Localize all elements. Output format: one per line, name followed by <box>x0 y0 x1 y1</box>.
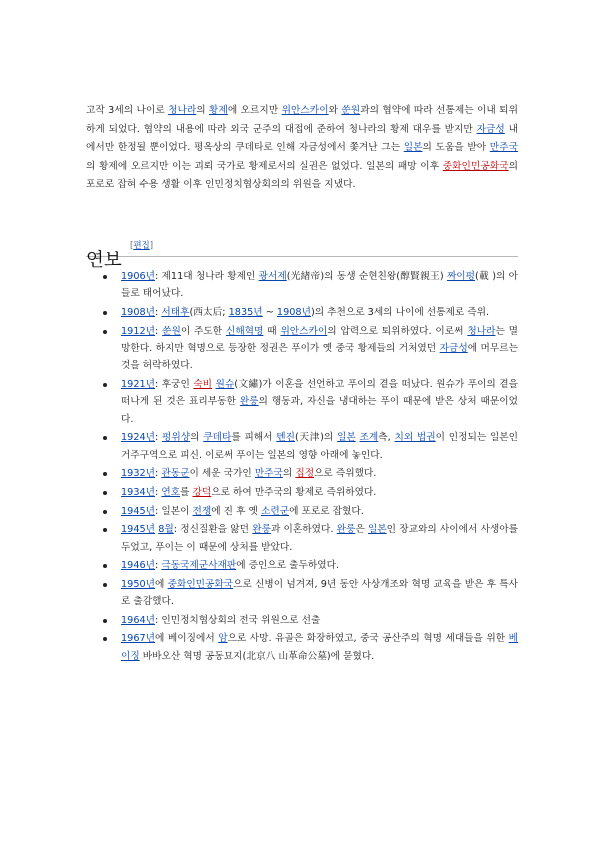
wiki-link[interactable]: 자금성 <box>439 343 468 354</box>
wiki-link[interactable]: 1912년 <box>121 325 156 337</box>
wiki-link[interactable]: 쿠데타 <box>203 432 232 444</box>
chronology-item <box>101 323 518 375</box>
wiki-link[interactable]: 전쟁 <box>192 505 212 517</box>
text-run: ~ <box>262 307 277 318</box>
text-run: : <box>155 432 163 444</box>
text-run: 의 황제에 오르지만 이는 괴뢰 국가로 황제로서의 실권은 없었다. 일본의 패망 이후 <box>86 160 443 172</box>
wiki-link[interactable]: 1908년 <box>121 307 156 318</box>
text-run: 바바오산 혁명 공동묘지(北京八 山革命公墓)에 묻혔다. <box>139 650 375 662</box>
intro-paragraph <box>86 102 518 195</box>
text-run: : <box>155 325 163 337</box>
chronology-item <box>101 465 518 482</box>
text-run: 에 <box>155 578 168 590</box>
chronology-item <box>101 576 518 611</box>
text-run: 때 <box>263 325 281 337</box>
text-run: 에 오르지만 <box>227 105 282 116</box>
wiki-link[interactable]: 중화인민공화국 <box>167 578 234 590</box>
bullet-icon <box>103 619 107 623</box>
text-run: 의 압력으로 퇴위하였다. 이로써 <box>327 325 468 337</box>
text-run: 의 포로로 잡혀 수용 생활 이후 인민정치협상회의의 위원을 지냈다. <box>86 160 518 191</box>
text-run: 이 인정되는 일본인 거주구역으로 피신. 이로써 푸이는 일본의 영향 아래에 놓인다. <box>121 432 519 461</box>
text-run: 이 주도한 <box>180 325 226 337</box>
wiki-link[interactable]: 황제 <box>209 105 228 116</box>
wiki-link[interactable]: 자금성 <box>476 123 505 135</box>
text-run: : <box>155 468 162 480</box>
chronology-item <box>101 376 518 428</box>
chronology-item <box>101 429 518 464</box>
bullet-icon <box>103 275 107 279</box>
red-link[interactable]: 집정 <box>295 468 315 480</box>
wiki-link[interactable]: 1932년 <box>121 468 156 480</box>
wiki-link[interactable]: 일본 <box>367 524 387 536</box>
wiki-link[interactable]: 톈진 <box>276 432 295 444</box>
bullet-icon <box>103 383 107 387</box>
wiki-link[interactable]: 만주국 <box>489 142 518 154</box>
wiki-link[interactable]: 청나라 <box>168 105 197 116</box>
wiki-link[interactable]: 소련군 <box>260 505 290 517</box>
wiki-link[interactable]: 짜이펑 <box>446 271 476 282</box>
text-run: 고작 3세의 나이로 <box>86 105 169 116</box>
bullet-icon <box>103 436 107 440</box>
text-run: 측, <box>378 432 395 444</box>
chronology-item <box>101 630 518 665</box>
text-run: 는 멸망한다. 하지만 혁명으로 등장한 정권은 푸이가 옛 중국 황제들의 거처였던 <box>121 325 518 354</box>
text-run: 의 행동과, 자신을 냉대하는 푸이 때문에 받은 상처 때문이었다. <box>121 396 518 425</box>
text-run: (光緖帝)의 동생 순현친왕(醇賢親王) <box>286 271 447 282</box>
text-run: 를 <box>180 487 193 498</box>
chronology-item <box>101 268 518 303</box>
wiki-link[interactable]: 1908년 <box>276 307 311 318</box>
red-link[interactable]: 숙비 <box>193 379 213 390</box>
chronology-item <box>101 612 518 629</box>
text-run: 에 증인으로 출두하였다. <box>236 560 340 572</box>
wiki-link[interactable]: 1946년 <box>121 560 156 572</box>
text-run: 과의 협약에 따라 선통제는 이내 퇴위하게 되었다. 협약의 내용에 따라 외국 군주의 대접에 준하여 청나라의 황제 대우를 받지만 <box>86 105 518 135</box>
wiki-link[interactable]: 1906년 <box>121 271 156 282</box>
text-run: 의 <box>190 432 204 444</box>
wiki-link[interactable]: 완룽 <box>239 396 259 408</box>
red-link[interactable]: 중화인민공화국 <box>442 160 509 172</box>
text-run: )의 추천으로 3세의 나이에 선통제로 즉위. <box>310 307 490 318</box>
chronology-item <box>101 304 518 321</box>
wiki-link[interactable]: 신해혁명 <box>225 325 264 337</box>
wiki-link[interactable]: 일본 <box>337 432 356 444</box>
text-run: : <box>155 307 162 318</box>
text-run: : 후궁인 <box>155 379 194 390</box>
wiki-link[interactable]: 1950년 <box>121 578 156 590</box>
text-run: 에 베이징에서 <box>155 633 219 645</box>
text-run: : <box>155 560 162 572</box>
wiki-link[interactable]: 베이징 <box>121 633 519 662</box>
wiki-link[interactable]: 8월 <box>158 524 174 536</box>
wiki-link[interactable]: 완룽 <box>336 524 356 536</box>
wiki-link[interactable]: 암 <box>218 633 228 645</box>
section-heading: 연보 <box>86 250 122 272</box>
text-run: 에 머무르는 것을 허락하였다. <box>121 343 518 372</box>
wiki-link[interactable]: 광서제 <box>258 271 287 282</box>
wiki-link[interactable]: 극동국제군사재판 <box>161 560 237 572</box>
chronology-list <box>101 268 518 666</box>
edit-section <box>130 239 153 251</box>
text-run: : <box>155 487 162 498</box>
wiki-link[interactable]: 위안스카이 <box>281 105 329 116</box>
chronology-item <box>101 503 518 520</box>
wiki-link[interactable]: 서태후 <box>161 307 190 318</box>
text-run: 으로 즉위했다. <box>314 468 377 480</box>
chronology-item <box>101 521 518 556</box>
text-run: 의 도움을 받아 <box>422 142 490 154</box>
wiki-link[interactable]: 1945년 <box>121 524 156 536</box>
red-link[interactable]: 강덕 <box>192 487 212 498</box>
wiki-link[interactable]: 치외 법권 <box>394 432 436 444</box>
text-run: 와 <box>328 105 342 116</box>
text-run: 이 세운 국가인 <box>189 468 255 480</box>
wiki-link[interactable]: 1921년 <box>121 379 156 390</box>
wiki-link[interactable]: 1967년 <box>121 633 156 645</box>
text-run: 인 장교와의 사이에서 사생아를 두었고, 푸이는 이 때문에 상처를 받았다. <box>121 524 519 553</box>
text-run: (西太后; <box>189 307 229 318</box>
section-header <box>86 226 518 272</box>
text-run: 은 <box>355 524 368 536</box>
bullet-icon <box>103 583 107 587</box>
text-run: (文繡)가 이혼을 선언하고 푸이의 곁을 떠났다. 원슈가 푸이의 곁을 떠나게 된 것은 표리부동한 <box>121 379 518 408</box>
wiki-link[interactable]: 위안스카이 <box>280 325 328 337</box>
text-run: (載 )의 아들로 태어났다. <box>121 271 518 300</box>
bullet-icon <box>103 510 107 514</box>
wiki-link[interactable]: 원슈 <box>215 379 235 390</box>
bullet-icon <box>103 472 107 476</box>
text-run: 내에서만 한정될 뿐이었다. 평옥상의 쿠데타로 인해 자금성에서 쫓겨난 그는 <box>86 123 518 154</box>
wiki-link[interactable]: 1934년 <box>121 487 156 498</box>
text-run: 으로 신병이 넘겨져, 9년 동안 사상개조와 혁명 교육을 받은 후 특사로 출감했다. <box>121 578 518 608</box>
text-run: (天津)의 <box>294 432 338 444</box>
edit-bracket-close: ] <box>149 241 154 251</box>
text-run: 를 피해서 <box>231 432 277 444</box>
chronology-item <box>101 557 518 574</box>
bullet-icon <box>103 330 107 334</box>
text-run: 의 <box>282 468 296 480</box>
text-run: 에 포로로 잡혔다. <box>289 505 364 517</box>
wiki-link[interactable]: 1945년 <box>121 505 156 517</box>
text-run: 의 <box>196 105 210 116</box>
text-run: 에 진 후 옛 <box>211 505 261 517</box>
wiki-link[interactable]: 쑨원 <box>162 325 181 337</box>
chronology-item <box>101 484 518 501</box>
wiki-link[interactable]: 완룽 <box>252 524 271 536</box>
wiki-link[interactable]: 펑위샹 <box>162 432 191 444</box>
wiki-link[interactable]: 만주국 <box>254 468 283 480</box>
text-run: : 정신질환을 앓던 <box>173 524 253 536</box>
edit-link[interactable]: 편집 <box>133 241 150 251</box>
wiki-link[interactable]: 연호 <box>161 487 181 498</box>
text-run: 과 이혼하였다. <box>270 524 337 536</box>
edit-bracket-open: [ <box>130 241 134 251</box>
wiki-link[interactable]: 일본 <box>403 142 423 154</box>
wiki-link[interactable]: 조계 <box>359 432 379 444</box>
bullet-icon <box>103 528 107 532</box>
bullet-icon <box>103 311 107 315</box>
bullet-icon <box>103 491 107 495</box>
wiki-link[interactable]: 관동군 <box>161 468 190 480</box>
text-run: : 인민정치협상회의 전국 위원으로 선출 <box>155 614 321 626</box>
text-run: 으로 하여 만주국의 황제로 즉위하였다. <box>211 487 377 498</box>
wiki-link[interactable]: 청나라 <box>467 325 496 337</box>
intro-text <box>86 102 518 195</box>
bullet-icon <box>103 637 107 641</box>
wiki-link[interactable]: 쑨원 <box>341 105 361 116</box>
text-run: : 일본이 <box>155 505 193 517</box>
text-run: 으로 사망. 유골은 화장하였고, 중국 공산주의 혁명 세대들을 위한 <box>227 633 509 645</box>
wiki-link[interactable]: 1924년 <box>121 432 156 444</box>
wiki-link[interactable]: 1964년 <box>121 614 156 626</box>
text-run: : 제11대 청나라 황제인 <box>155 271 259 282</box>
wiki-link[interactable]: 1835년 <box>228 307 263 318</box>
bullet-icon <box>103 564 107 568</box>
